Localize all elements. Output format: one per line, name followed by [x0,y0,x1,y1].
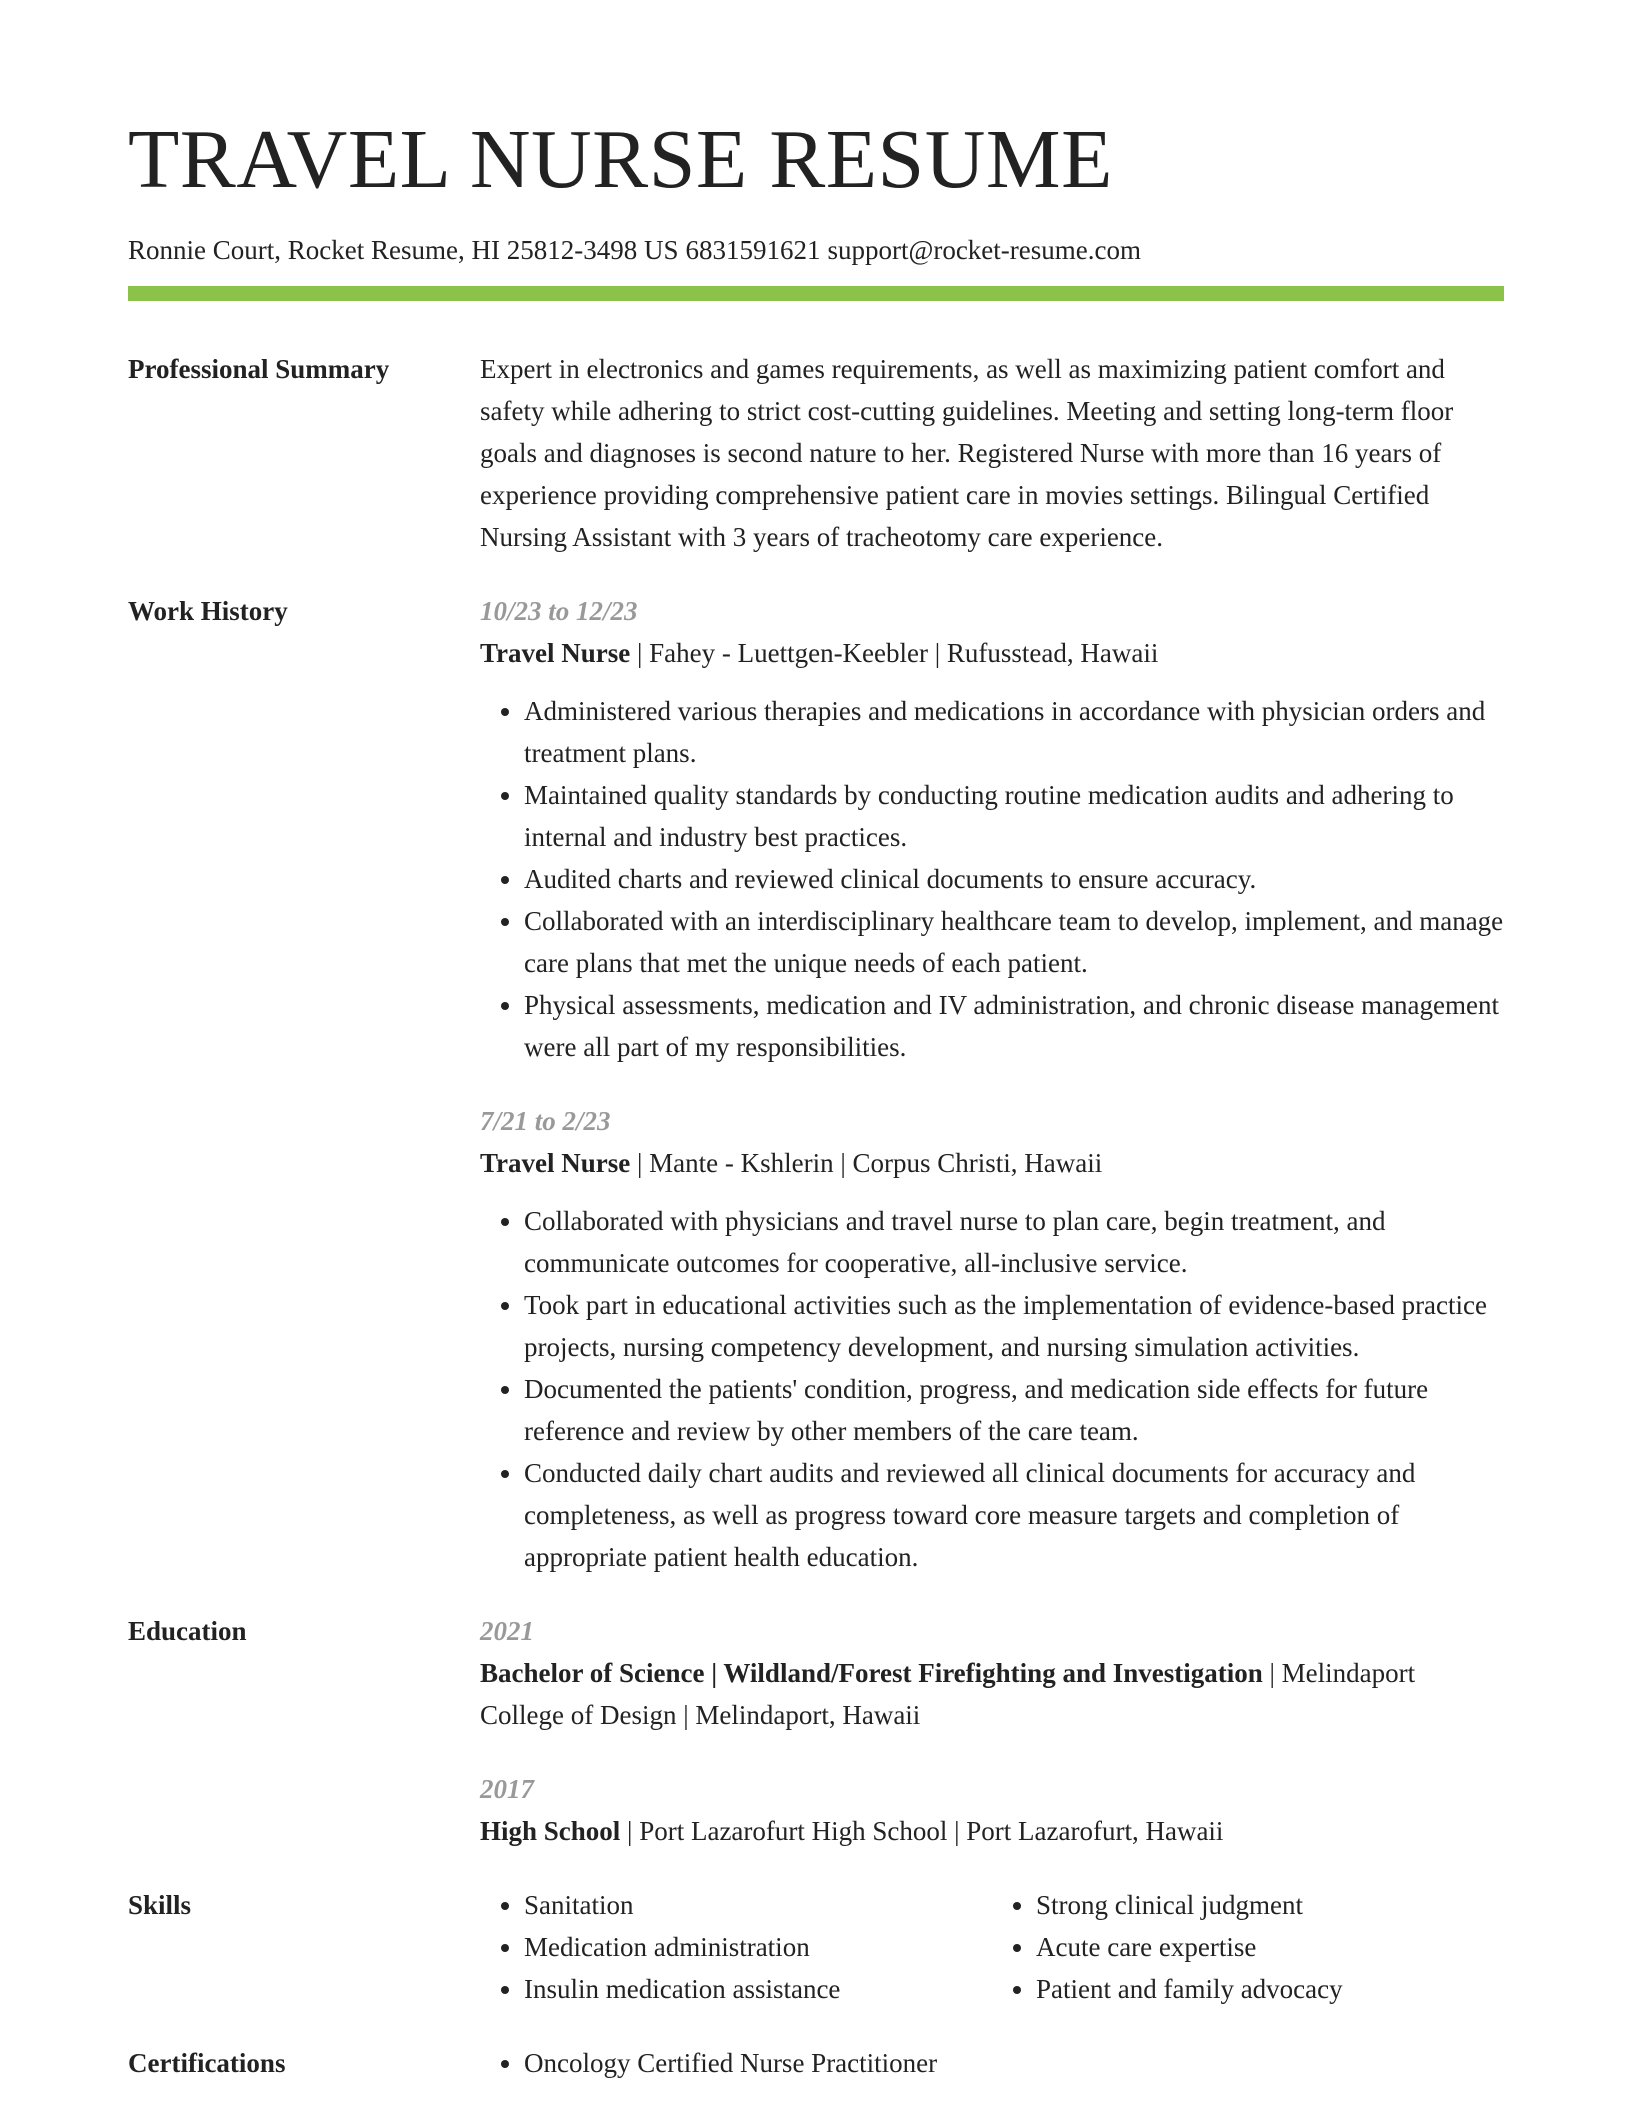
section-work-history [128,590,1504,1578]
job-dates: 7/21 to 2/23 [480,1106,611,1136]
job-bullet: • Collaborated with physicians and travel nurse to plan care, begin treatment, and communicate outcomes for cooperative, all-inclusive service. [524,1200,1504,1284]
education-entry [480,1610,1504,1736]
job-bullet: • Audited charts and reviewed clinical documents to ensure accuracy. [524,858,1504,900]
contact-phone: 6831591621 [685,235,821,265]
resume-content [128,348,1504,2084]
job-details: | Fahey - Luettgen-Keebler | Rufusstead, Hawaii [630,638,1159,668]
skill-item: • Strong clinical judgment [1036,1884,1504,1926]
contact-email: support@rocket-resume.com [827,235,1141,265]
skills-column [992,1884,1504,2010]
section-label-certifications: Certifications [128,2048,286,2078]
education-degree: Bachelor of Science | Wildland/Forest Firefighting and Investigation [480,1658,1263,1688]
section-certifications [128,2042,1504,2084]
header-divider [128,286,1504,301]
contact-line [128,232,1141,268]
contact-address: Ronnie Court, Rocket Resume, HI 25812-3498 US [128,235,679,265]
job-entry [480,1100,1504,1578]
job-bullet: • Collaborated with an interdisciplinary healthcare team to develop, implement, and manage care plans that met the unique needs of each patient. [524,900,1504,984]
job-bullet: • Physical assessments, medication and IV administration, and chronic disease management were all part of my responsibilities. [524,984,1504,1068]
education-year: 2021 [480,1616,534,1646]
summary-text: Expert in electronics and games requirements, as well as maximizing patient comfort and safety while adhering to strict cost-cutting guidelines. Meeting and setting long-term floor goals and diagnoses is second nature to her. Registered Nurse with more than 16 years of experience providing comprehensive patient care in movies settings. Bilingual Certified Nursing Assistant with 3 years of tracheotomy care experience. [480,354,1454,552]
education-entry [480,1768,1504,1852]
education-year: 2017 [480,1774,534,1804]
education-degree: High School [480,1816,621,1846]
job-bullets [480,690,1504,1068]
education-details: | Port Lazarofurt High School | Port Lazarofurt, Hawaii [620,1816,1224,1846]
job-details: | Mante - Kshlerin | Corpus Christi, Hawaii [630,1148,1103,1178]
job-heading [480,1142,1504,1184]
education-heading [480,1652,1504,1736]
job-entry [480,590,1504,1068]
job-bullets [480,1200,1504,1578]
education-heading [480,1810,1504,1852]
skill-item: • Patient and family advocacy [1036,1968,1504,2010]
job-title: Travel Nurse [480,638,631,668]
job-bullet: • Maintained quality standards by conducting routine medication audits and adhering to internal and industry best practices. [524,774,1504,858]
skills-grid [480,1884,1504,2010]
skill-item: • Sanitation [524,1884,992,1926]
certifications-list [480,2042,1504,2084]
section-professional-summary [128,348,1504,558]
section-label-work: Work History [128,596,288,626]
section-label-education: Education [128,1616,247,1646]
job-title: Travel Nurse [480,1148,631,1178]
job-bullet: • Conducted daily chart audits and reviewed all clinical documents for accuracy and completeness, as well as progress toward core measure targets and completion of appropriate patient health education. [524,1452,1504,1578]
job-bullet: • Documented the patients' condition, progress, and medication side effects for future reference and review by other members of the care team. [524,1368,1504,1452]
section-label-summary: Professional Summary [128,354,390,384]
skill-item: • Acute care expertise [1036,1926,1504,1968]
skill-item: • Insulin medication assistance [524,1968,992,2010]
job-dates: 10/23 to 12/23 [480,596,638,626]
job-bullet: • Administered various therapies and medications in accordance with physician orders and treatment plans. [524,690,1504,774]
job-heading [480,632,1504,674]
skill-item: • Medication administration [524,1926,992,1968]
skills-column [480,1884,992,2010]
section-education [128,1610,1504,1852]
certification-item: • Oncology Certified Nurse Practitioner [524,2042,1504,2084]
section-label-skills: Skills [128,1890,192,1920]
education-details: | Melindaport College of Design | Melindaport, Hawaii [480,1658,1416,1730]
job-bullet: • Took part in educational activities such as the implementation of evidence-based practice projects, nursing competency development, and nursing simulation activities. [524,1284,1504,1368]
resume-title: TRAVEL NURSE RESUME [128,113,1113,206]
section-skills [128,1884,1504,2010]
